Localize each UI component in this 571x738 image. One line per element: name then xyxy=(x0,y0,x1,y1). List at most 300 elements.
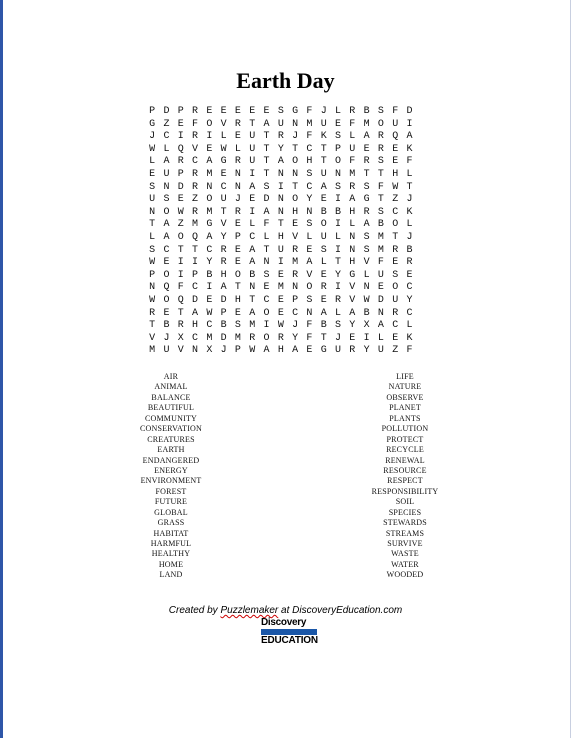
grid-letter: N xyxy=(163,181,170,193)
grid-letter: L xyxy=(234,143,241,155)
grid-letter: I xyxy=(277,181,284,193)
grid-letter: R xyxy=(292,244,299,256)
word-list-right xyxy=(340,372,470,581)
grid-letter: B xyxy=(377,219,384,231)
word-list-item: FOREST xyxy=(155,486,187,496)
grid-letter: T xyxy=(377,168,384,180)
credit-line xyxy=(0,605,571,616)
grid-letter: R xyxy=(392,307,399,319)
grid-letter: W xyxy=(149,257,156,269)
grid-letter: D xyxy=(406,106,413,117)
word-list-item: ENVIRONMENT xyxy=(140,476,202,486)
grid-letter: I xyxy=(363,332,370,344)
grid-letter: I xyxy=(192,257,199,269)
grid-letter: H xyxy=(220,269,227,281)
grid-letter: I xyxy=(406,118,413,130)
grid-letter: E xyxy=(163,257,170,269)
grid-letter: C xyxy=(292,307,299,319)
grid-letter: D xyxy=(220,332,227,344)
word-list-item: RENEWAL xyxy=(385,455,425,465)
grid-letter: P xyxy=(192,269,199,281)
grid-letter: A xyxy=(249,257,256,269)
grid-letter: S xyxy=(363,244,370,256)
grid-letter: T xyxy=(263,168,270,180)
grid-letter: E xyxy=(149,168,156,180)
grid-letter: J xyxy=(335,332,342,344)
grid-letter: Y xyxy=(206,257,213,269)
grid-letter: C xyxy=(263,294,270,306)
grid-letter: E xyxy=(406,269,413,281)
grid-letter: E xyxy=(206,143,213,155)
grid-letter: B xyxy=(220,320,227,332)
grid-letter: A xyxy=(349,194,356,206)
grid-letter: A xyxy=(206,231,213,243)
grid-letter: Z xyxy=(392,345,399,357)
credit-suffix: at DiscoveryEducation.com xyxy=(278,605,403,616)
grid-letter: R xyxy=(234,118,241,130)
grid-letter: N xyxy=(349,244,356,256)
grid-letter: V xyxy=(192,143,199,155)
grid-letter: E xyxy=(363,143,370,155)
grid-letter: P xyxy=(335,143,342,155)
page-title: Earth Day xyxy=(236,68,335,93)
grid-letter: F xyxy=(377,181,384,193)
grid-letter: F xyxy=(177,282,184,294)
grid-letter: M xyxy=(234,332,241,344)
grid-letter: O xyxy=(392,282,399,294)
grid-letter: E xyxy=(234,106,241,117)
grid-letter: A xyxy=(220,282,227,294)
grid-letter: T xyxy=(320,332,327,344)
credit-prefix: Created by xyxy=(168,605,221,616)
grid-letter: U xyxy=(277,118,284,130)
grid-letter: F xyxy=(306,131,313,143)
grid-letter: F xyxy=(306,106,313,117)
grid-letter: M xyxy=(206,206,213,218)
grid-letter: J xyxy=(406,194,413,206)
word-list-item: WASTE xyxy=(391,549,419,559)
grid-letter: C xyxy=(306,143,313,155)
grid-letter: U xyxy=(149,194,156,206)
grid-letter: F xyxy=(349,118,356,130)
grid-letter: E xyxy=(163,307,170,319)
grid-letter: E xyxy=(392,332,399,344)
word-list-item: ANIMAL xyxy=(154,382,188,392)
grid-letter: G xyxy=(320,345,327,357)
word-list-item: ENERGY xyxy=(154,465,188,475)
grid-letter: Y xyxy=(406,294,413,306)
grid-letter: N xyxy=(292,118,299,130)
grid-letter: E xyxy=(392,257,399,269)
grid-letter: E xyxy=(320,194,327,206)
grid-letter: F xyxy=(392,106,399,117)
grid-letter: E xyxy=(249,194,256,206)
grid-letter: N xyxy=(234,181,241,193)
word-list-item: PLANTS xyxy=(389,413,421,423)
grid-letter: A xyxy=(163,156,170,168)
grid-letter: C xyxy=(192,282,199,294)
grid-letter: H xyxy=(349,257,356,269)
grid-letter: S xyxy=(149,181,156,193)
grid-letter: U xyxy=(392,118,399,130)
grid-letter: L xyxy=(406,219,413,231)
grid-letter: O xyxy=(335,156,342,168)
grid-letter: U xyxy=(320,231,327,243)
grid-letter: U xyxy=(377,345,384,357)
grid-letter: J xyxy=(163,332,170,344)
grid-letter: T xyxy=(363,168,370,180)
grid-letter: I xyxy=(335,244,342,256)
grid-letter: E xyxy=(320,294,327,306)
grid-letter: I xyxy=(206,282,213,294)
grid-letter: R xyxy=(177,156,184,168)
grid-letter: M xyxy=(377,244,384,256)
grid-letter: F xyxy=(349,156,356,168)
grid-letter: E xyxy=(392,143,399,155)
grid-letter: E xyxy=(263,106,270,117)
grid-letter: D xyxy=(263,194,270,206)
grid-letter: H xyxy=(392,168,399,180)
grid-letter: D xyxy=(377,294,384,306)
grid-letter: A xyxy=(249,244,256,256)
grid-letter: A xyxy=(292,345,299,357)
word-list-item: HABITAT xyxy=(153,528,189,538)
grid-letter: Q xyxy=(177,143,184,155)
grid-letter: F xyxy=(306,320,313,332)
word-list-item: EARTH xyxy=(157,445,185,455)
grid-letter: E xyxy=(335,118,342,130)
grid-letter: R xyxy=(249,332,256,344)
word-list-item: BEAUTIFUL xyxy=(147,403,195,413)
grid-letter: O xyxy=(392,219,399,231)
grid-letter: E xyxy=(306,345,313,357)
grid-letter: R xyxy=(363,156,370,168)
grid-letter: J xyxy=(149,131,156,143)
grid-letter: A xyxy=(320,181,327,193)
grid-letter: L xyxy=(320,257,327,269)
word-list-item: AIR xyxy=(163,372,179,381)
grid-letter: N xyxy=(234,168,241,180)
grid-letter: B xyxy=(320,320,327,332)
grid-letter: B xyxy=(363,307,370,319)
grid-letter: C xyxy=(406,307,413,319)
grid-letter: T xyxy=(335,257,342,269)
grid-letter: T xyxy=(249,294,256,306)
grid-letter: M xyxy=(149,345,156,357)
word-list-item: ENDANGERED xyxy=(142,455,200,465)
grid-letter: Y xyxy=(292,332,299,344)
word-list-item: LIFE xyxy=(396,372,414,381)
grid-letter: S xyxy=(306,219,313,231)
grid-letter: V xyxy=(292,231,299,243)
grid-letter: S xyxy=(363,181,370,193)
grid-letter: R xyxy=(377,131,384,143)
grid-letter: R xyxy=(192,131,199,143)
grid-letter: J xyxy=(292,131,299,143)
grid-letter: R xyxy=(363,206,370,218)
grid-letter: O xyxy=(320,219,327,231)
grid-letter: R xyxy=(406,257,413,269)
grid-letter: P xyxy=(149,106,156,117)
grid-letter: H xyxy=(277,231,284,243)
grid-letter: S xyxy=(377,106,384,117)
grid-letter: C xyxy=(406,282,413,294)
grid-letter: T xyxy=(263,156,270,168)
grid-letter: A xyxy=(363,131,370,143)
grid-letter: A xyxy=(277,156,284,168)
grid-letter: L xyxy=(220,131,227,143)
grid-letter: Z xyxy=(163,118,170,130)
grid-letter: N xyxy=(206,181,213,193)
grid-letter: A xyxy=(249,307,256,319)
grid-letter: O xyxy=(177,231,184,243)
grid-letter: I xyxy=(277,257,284,269)
word-list-item: STREAMS xyxy=(385,528,425,538)
word-list-item: RECYCLE xyxy=(386,445,424,455)
grid-letter: O xyxy=(163,269,170,281)
grid-letter: R xyxy=(220,244,227,256)
grid-letter: H xyxy=(306,156,313,168)
grid-letter: W xyxy=(206,307,213,319)
grid-letter: R xyxy=(192,106,199,117)
grid-letter: V xyxy=(220,219,227,231)
grid-letter: I xyxy=(335,282,342,294)
grid-letter: B xyxy=(249,269,256,281)
grid-letter: N xyxy=(292,282,299,294)
word-list-item: PROTECT xyxy=(386,434,424,444)
grid-letter: Y xyxy=(220,231,227,243)
grid-letter: T xyxy=(249,118,256,130)
grid-letter: G xyxy=(206,219,213,231)
grid-letter: J xyxy=(320,106,327,117)
grid-letter: L xyxy=(149,156,156,168)
grid-letter: K xyxy=(406,143,413,155)
grid-letter: R xyxy=(292,269,299,281)
grid-letter: P xyxy=(177,168,184,180)
grid-letter: N xyxy=(277,194,284,206)
grid-letter: E xyxy=(277,269,284,281)
word-list-item: LAND xyxy=(159,570,183,580)
grid-letter: E xyxy=(234,219,241,231)
grid-letter: O xyxy=(306,282,313,294)
grid-letter: T xyxy=(292,143,299,155)
grid-letter: E xyxy=(320,269,327,281)
grid-letter: U xyxy=(249,131,256,143)
grid-letter: A xyxy=(363,219,370,231)
grid-letter: X xyxy=(206,345,213,357)
grid-letter: W xyxy=(149,143,156,155)
grid-letter: M xyxy=(249,320,256,332)
grid-letter: W xyxy=(249,345,256,357)
grid-letter: I xyxy=(335,194,342,206)
grid-letter: I xyxy=(263,320,270,332)
grid-letter: I xyxy=(206,131,213,143)
grid-letter: T xyxy=(320,156,327,168)
grid-letter: L xyxy=(263,231,270,243)
grid-letter: C xyxy=(392,206,399,218)
grid-letter: S xyxy=(277,106,284,117)
grid-letter: E xyxy=(292,219,299,231)
grid-letter: E xyxy=(220,106,227,117)
grid-letter: N xyxy=(249,282,256,294)
grid-letter: O xyxy=(292,156,299,168)
grid-letter: V xyxy=(349,282,356,294)
grid-letter: U xyxy=(163,168,170,180)
grid-letter: U xyxy=(249,143,256,155)
grid-letter: D xyxy=(192,294,199,306)
grid-letter: P xyxy=(177,106,184,117)
grid-letter: N xyxy=(363,282,370,294)
word-list-item: OBSERVE xyxy=(386,392,424,402)
grid-letter: S xyxy=(377,156,384,168)
grid-letter: W xyxy=(363,294,370,306)
grid-letter: G xyxy=(220,156,227,168)
grid-letter: F xyxy=(377,257,384,269)
logo-discovery-text: Discovery xyxy=(261,617,307,628)
grid-letter: G xyxy=(363,194,370,206)
grid-letter: R xyxy=(320,282,327,294)
grid-letter: S xyxy=(306,168,313,180)
grid-letter: A xyxy=(263,345,270,357)
grid-letter: G xyxy=(149,118,156,130)
grid-letter: O xyxy=(234,269,241,281)
grid-letter: O xyxy=(263,332,270,344)
grid-letter: R xyxy=(234,206,241,218)
grid-letter: U xyxy=(220,194,227,206)
grid-letter: T xyxy=(220,206,227,218)
grid-letter: N xyxy=(377,307,384,319)
grid-letter: T xyxy=(392,231,399,243)
grid-letter: W xyxy=(392,181,399,193)
grid-letter: Y xyxy=(277,143,284,155)
grid-letter: T xyxy=(234,282,241,294)
grid-letter: R xyxy=(377,143,384,155)
grid-letter: L xyxy=(335,231,342,243)
word-list-item: CONSERVATION xyxy=(139,424,203,434)
grid-letter: B xyxy=(363,106,370,117)
grid-letter: R xyxy=(277,332,284,344)
grid-letter: N xyxy=(335,168,342,180)
grid-letter: O xyxy=(263,307,270,319)
grid-letter: B xyxy=(406,244,413,256)
grid-letter: T xyxy=(320,143,327,155)
grid-letter: B xyxy=(163,320,170,332)
grid-letter: B xyxy=(206,269,213,281)
grid-letter: A xyxy=(377,320,384,332)
grid-letter: L xyxy=(406,320,413,332)
grid-letter: M xyxy=(277,282,284,294)
grid-letter: O xyxy=(292,194,299,206)
grid-letter: E xyxy=(392,156,399,168)
word-list-item: SOIL xyxy=(395,497,415,507)
puzzlemaker-link[interactable]: Puzzlemaker xyxy=(220,605,279,616)
word-list-item: GLOBAL xyxy=(154,507,188,517)
grid-letter: V xyxy=(306,269,313,281)
grid-letter: B xyxy=(320,206,327,218)
grid-letter: K xyxy=(320,131,327,143)
grid-letter: L xyxy=(249,219,256,231)
word-list-item: HEALTHY xyxy=(151,549,191,559)
grid-letter: T xyxy=(149,219,156,231)
grid-letter: E xyxy=(277,307,284,319)
grid-letter: M xyxy=(206,168,213,180)
grid-letter: L xyxy=(335,307,342,319)
grid-letter: C xyxy=(163,244,170,256)
grid-letter: Q xyxy=(163,282,170,294)
grid-letter: M xyxy=(306,118,313,130)
grid-letter: I xyxy=(249,206,256,218)
grid-letter: S xyxy=(320,244,327,256)
grid-letter: R xyxy=(220,257,227,269)
grid-letter: M xyxy=(377,231,384,243)
grid-letter: O xyxy=(163,294,170,306)
grid-letter: E xyxy=(234,257,241,269)
grid-letter: E xyxy=(220,168,227,180)
grid-letter: I xyxy=(335,219,342,231)
grid-letter: W xyxy=(277,320,284,332)
grid-letter: Q xyxy=(192,231,199,243)
grid-letter: E xyxy=(349,332,356,344)
word-list-item: POLLUTION xyxy=(381,424,429,434)
grid-letter: M xyxy=(363,118,370,130)
grid-letter: A xyxy=(163,219,170,231)
grid-letter: J xyxy=(234,194,241,206)
grid-letter: N xyxy=(349,231,356,243)
grid-letter: F xyxy=(306,332,313,344)
word-list-item: HARMFUL xyxy=(150,539,192,548)
grid-letter: C xyxy=(192,156,199,168)
grid-letter: W xyxy=(177,206,184,218)
grid-letter: F xyxy=(192,118,199,130)
grid-letter: U xyxy=(377,269,384,281)
grid-letter: S xyxy=(163,194,170,206)
word-list-item: NATURE xyxy=(388,382,422,392)
grid-letter: G xyxy=(292,106,299,117)
grid-letter: U xyxy=(320,168,327,180)
logo-education-text: EDUCATION xyxy=(261,635,318,646)
grid-letter: H xyxy=(192,320,199,332)
grid-letter: E xyxy=(234,244,241,256)
grid-letter: U xyxy=(249,156,256,168)
grid-letter: N xyxy=(277,168,284,180)
grid-letter: K xyxy=(406,206,413,218)
grid-letter: U xyxy=(335,345,342,357)
grid-letter: U xyxy=(349,143,356,155)
grid-letter: L xyxy=(349,131,356,143)
grid-letter: N xyxy=(263,257,270,269)
grid-letter: R xyxy=(349,345,356,357)
grid-letter: E xyxy=(206,106,213,117)
grid-letter: R xyxy=(192,206,199,218)
grid-letter: O xyxy=(206,118,213,130)
grid-letter: T xyxy=(377,194,384,206)
discovery-education-logo xyxy=(261,618,319,652)
grid-letter: S xyxy=(234,320,241,332)
grid-letter: A xyxy=(406,131,413,143)
grid-letter: R xyxy=(192,168,199,180)
grid-letter: O xyxy=(163,206,170,218)
grid-letter: A xyxy=(163,231,170,243)
grid-letter: A xyxy=(206,156,213,168)
grid-letter: V xyxy=(177,345,184,357)
grid-letter: U xyxy=(277,244,284,256)
grid-letter: R xyxy=(149,307,156,319)
grid-letter: R xyxy=(177,320,184,332)
grid-letter: S xyxy=(335,181,342,193)
grid-letter: F xyxy=(406,345,413,357)
grid-letter: X xyxy=(363,320,370,332)
grid-letter: T xyxy=(406,181,413,193)
